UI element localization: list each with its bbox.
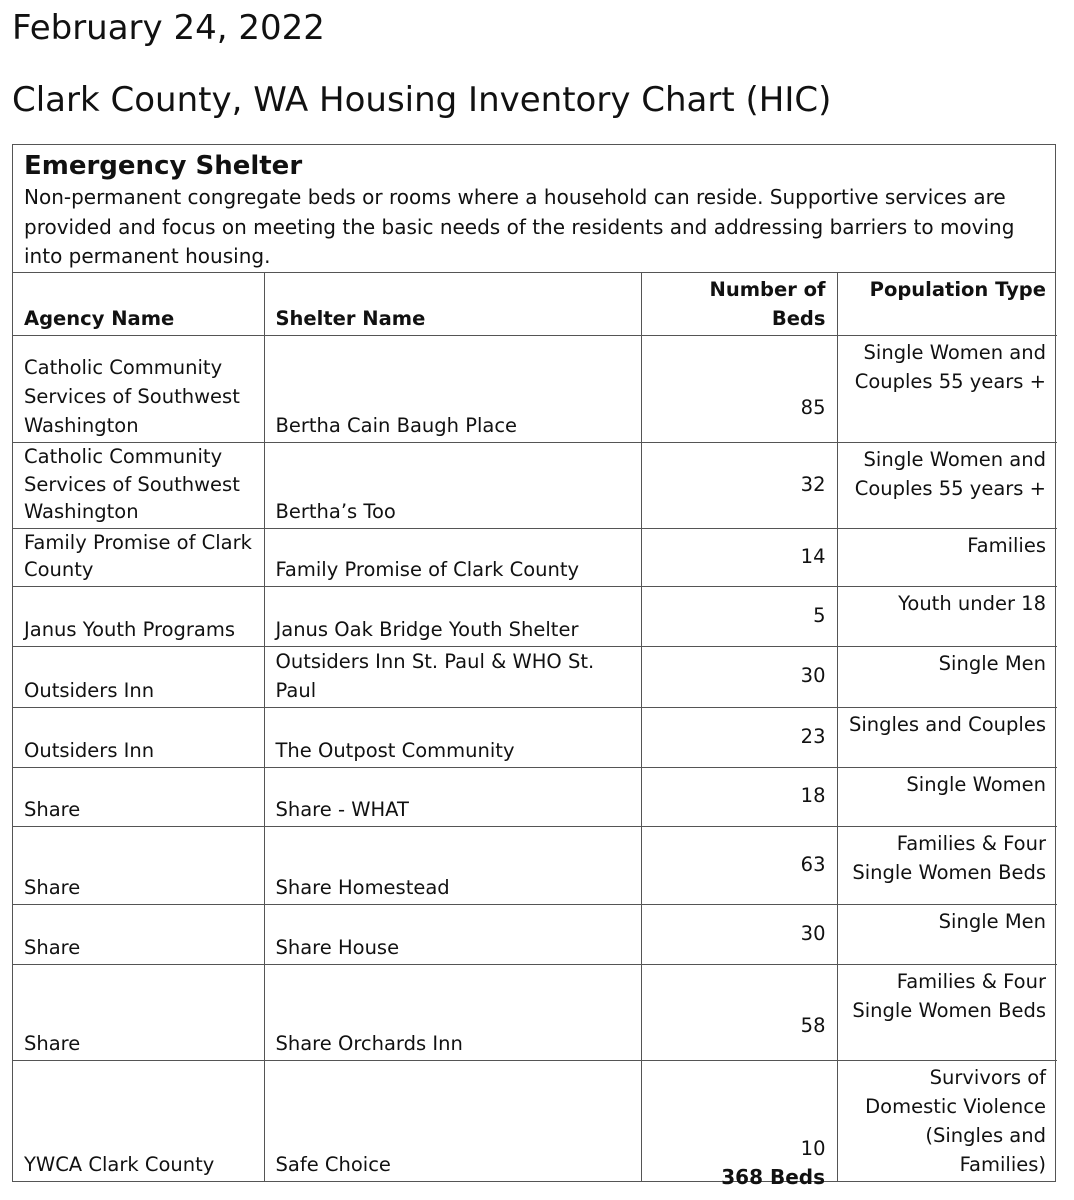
beds-cell: 18 bbox=[641, 767, 837, 826]
column-header-agency: Agency Name bbox=[13, 273, 264, 336]
emergency-shelter-panel bbox=[12, 144, 1056, 1182]
beds-cell: 32 bbox=[641, 443, 837, 529]
beds-cell: 85 bbox=[641, 336, 837, 443]
column-header-population: Population Type bbox=[837, 273, 1057, 336]
agency-cell: Catholic Community Services of Southwest Washington bbox=[13, 336, 264, 443]
agency-cell: Outsiders Inn bbox=[13, 646, 264, 707]
population-cell: Singles and Couples bbox=[837, 707, 1057, 767]
beds-cell: 63 bbox=[641, 826, 837, 904]
table-row bbox=[13, 443, 1057, 529]
table-row bbox=[13, 964, 1057, 1060]
column-header-beds: Number of Beds bbox=[641, 273, 837, 336]
table-row bbox=[13, 826, 1057, 904]
shelter-cell: The Outpost Community bbox=[264, 707, 641, 767]
shelter-cell: Bertha’s Too bbox=[264, 443, 641, 529]
population-cell: Survivors of Domestic Violence (Singles and Families) bbox=[837, 1060, 1057, 1181]
column-header-shelter: Shelter Name bbox=[264, 273, 641, 336]
shelter-cell: Share Homestead bbox=[264, 826, 641, 904]
shelter-cell: Janus Oak Bridge Youth Shelter bbox=[264, 586, 641, 646]
shelter-table bbox=[13, 273, 1057, 1181]
beds-cell: 23 bbox=[641, 707, 837, 767]
document-title: Clark County, WA Housing Inventory Chart (HIC) bbox=[12, 80, 832, 120]
agency-cell: YWCA Clark County bbox=[13, 1060, 264, 1181]
agency-cell: Outsiders Inn bbox=[13, 707, 264, 767]
document-date: February 24, 2022 bbox=[12, 8, 325, 48]
population-cell: Families & Four Single Women Beds bbox=[837, 826, 1057, 904]
section-header bbox=[13, 145, 1055, 273]
table-row bbox=[13, 904, 1057, 964]
population-cell: Families & Four Single Women Beds bbox=[837, 964, 1057, 1060]
table-header-row bbox=[13, 273, 1057, 336]
beds-cell: 10 bbox=[641, 1060, 837, 1181]
beds-cell: 14 bbox=[641, 528, 837, 586]
agency-cell: Share bbox=[13, 904, 264, 964]
table-row bbox=[13, 707, 1057, 767]
population-cell: Youth under 18 bbox=[837, 586, 1057, 646]
population-cell: Single Men bbox=[837, 904, 1057, 964]
total-beds: 368 Beds bbox=[721, 1165, 825, 1189]
shelter-cell: Bertha Cain Baugh Place bbox=[264, 336, 641, 443]
beds-cell: 30 bbox=[641, 646, 837, 707]
agency-cell: Share bbox=[13, 964, 264, 1060]
beds-cell: 30 bbox=[641, 904, 837, 964]
section-title: Emergency Shelter bbox=[24, 151, 303, 181]
table-row bbox=[13, 586, 1057, 646]
beds-cell: 58 bbox=[641, 964, 837, 1060]
population-cell: Single Women and Couples 55 years + bbox=[837, 443, 1057, 529]
population-cell: Families bbox=[837, 528, 1057, 586]
table-row bbox=[13, 646, 1057, 707]
agency-cell: Family Promise of Clark County bbox=[13, 528, 264, 586]
shelter-cell: Safe Choice bbox=[264, 1060, 641, 1181]
agency-cell: Share bbox=[13, 767, 264, 826]
shelter-cell: Share Orchards Inn bbox=[264, 964, 641, 1060]
beds-cell: 5 bbox=[641, 586, 837, 646]
table-row bbox=[13, 1060, 1057, 1181]
table-row bbox=[13, 767, 1057, 826]
population-cell: Single Men bbox=[837, 646, 1057, 707]
population-cell: Single Women bbox=[837, 767, 1057, 826]
agency-cell: Janus Youth Programs bbox=[13, 586, 264, 646]
shelter-cell: Share House bbox=[264, 904, 641, 964]
population-cell: Single Women and Couples 55 years + bbox=[837, 336, 1057, 443]
agency-cell: Catholic Community Services of Southwest Washington bbox=[13, 443, 264, 529]
shelter-cell: Outsiders Inn St. Paul & WHO St. Paul bbox=[264, 646, 641, 707]
agency-cell: Share bbox=[13, 826, 264, 904]
shelter-cell: Family Promise of Clark County bbox=[264, 528, 641, 586]
shelter-cell: Share - WHAT bbox=[264, 767, 641, 826]
table-row bbox=[13, 528, 1057, 586]
table-row bbox=[13, 336, 1057, 443]
section-description: Non-permanent congregate beds or rooms where a household can reside. Supportive services are provided and focus on meeting the basic needs of the residents and addressing barriers to moving into permanent housing. bbox=[24, 185, 1015, 268]
